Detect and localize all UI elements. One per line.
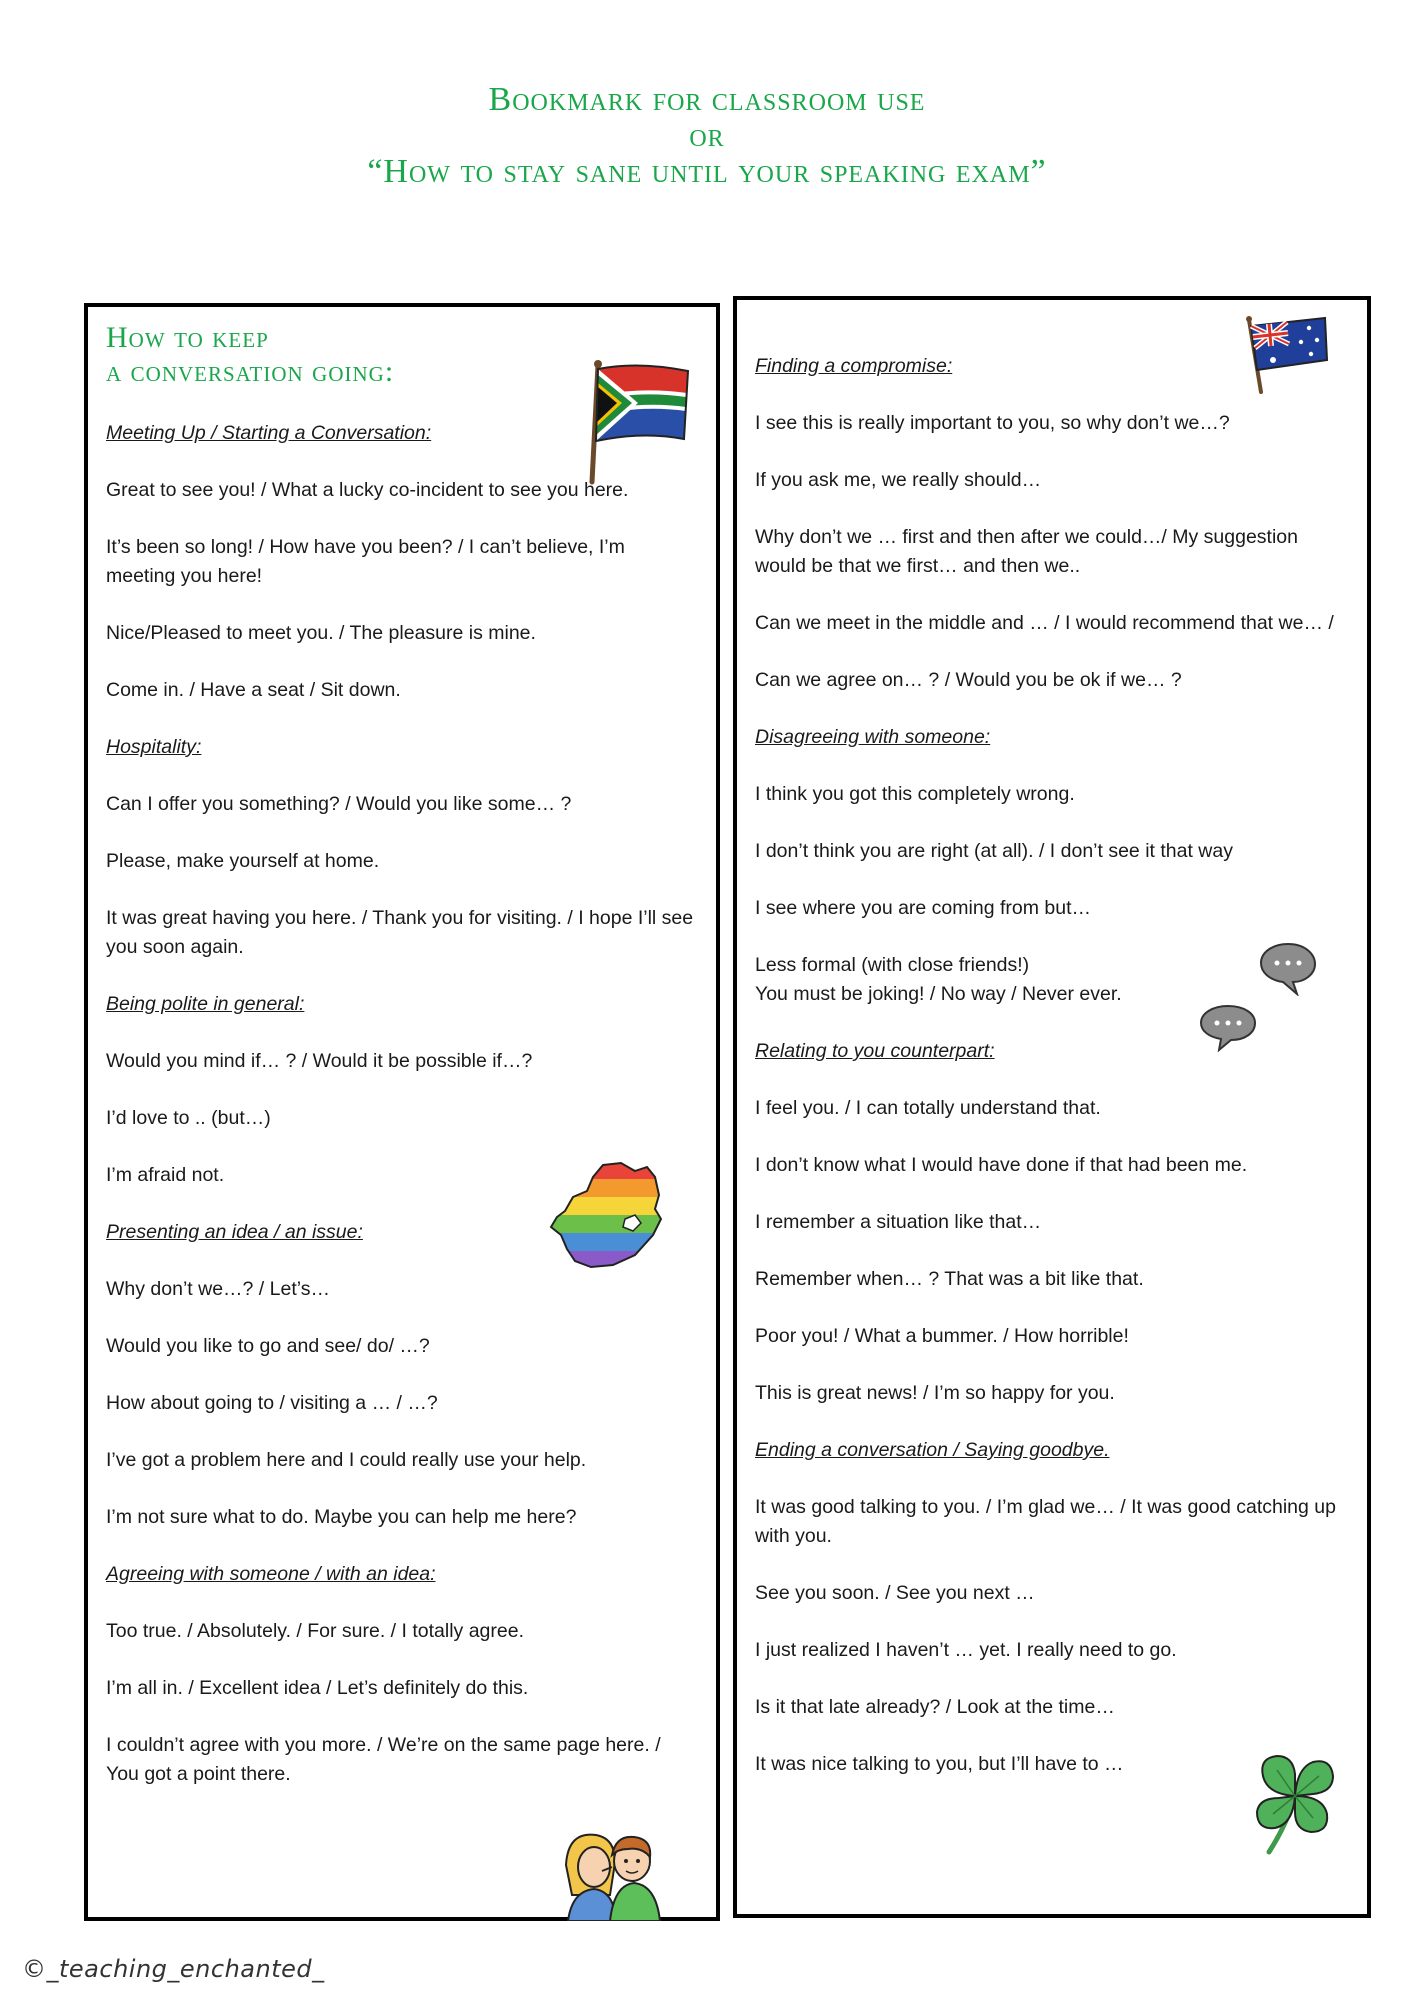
phrase-item: I just realized I haven’t … yet. I really need to go.	[755, 1639, 1177, 1661]
section-heading: Presenting an idea / an issue:	[106, 1221, 363, 1243]
speech-bubble-icon	[1197, 1002, 1259, 1052]
phrase-item: Why don’t we…? / Let’s…	[106, 1278, 330, 1300]
section-heading: Hospitality:	[106, 736, 202, 758]
phrase-item: Can we meet in the middle and … / I would recommend that we… /	[755, 612, 1334, 634]
speech-bubble-icon	[1257, 940, 1319, 996]
heading-line-1: How to keep	[106, 321, 269, 354]
phrase-item: It was nice talking to you, but I’ll have to …	[755, 1753, 1124, 1775]
section-heading: Finding a compromise:	[755, 355, 953, 377]
phrase-item: I don’t know what I would have done if that had been me.	[755, 1154, 1248, 1176]
phrase-item: I’ve got a problem here and I could really use your help.	[106, 1449, 587, 1471]
phrase-item: Why don’t we … first and then after we could…/ My suggestion would be that we first… and then we..	[755, 526, 1299, 577]
heading-line-2: a conversation going:	[106, 355, 395, 388]
phrase-item: I remember a situation like that…	[755, 1211, 1042, 1233]
phrase-item: I think you got this completely wrong.	[755, 783, 1075, 805]
phrase-item: It was good talking to you. / I’m glad we… / It was good catching up with you.	[755, 1496, 1336, 1547]
phrase-item: Please, make yourself at home.	[106, 850, 380, 872]
phrase-item: I see this is really important to you, so why don’t we…?	[755, 412, 1230, 434]
right-phrase-list	[755, 352, 1345, 1807]
phrase-item: Nice/Pleased to meet you. / The pleasure is mine.	[106, 622, 536, 644]
phrase-item: If you ask me, we really should…	[755, 469, 1042, 491]
phrase-item: I don’t think you are right (at all). / I don’t see it that way	[755, 840, 1233, 862]
left-bookmark-panel	[84, 303, 720, 1921]
title-line-1: Bookmark for classroom use	[488, 81, 926, 118]
phrase-item: I feel you. / I can totally understand that.	[755, 1097, 1101, 1119]
section-heading: Agreeing with someone / with an idea:	[106, 1563, 436, 1585]
phrase-item: Would you like to go and see/ do/ …?	[106, 1335, 430, 1357]
phrase-item: Less formal (with close friends!) You must be joking! / No way / Never ever.	[755, 954, 1122, 1005]
phrase-item: Too true. / Absolutely. / For sure. / I totally agree.	[106, 1620, 525, 1642]
title-line-3: “How to stay sane until your speaking exam”	[367, 153, 1047, 190]
section-heading: Ending a conversation / Saying goodbye.	[755, 1439, 1110, 1461]
south-africa-flag-icon	[588, 357, 698, 487]
phrase-item: See you soon. / See you next …	[755, 1582, 1035, 1604]
right-bookmark-panel	[733, 296, 1371, 1918]
phrase-item: I’m all in. / Excellent idea / Let’s definitely do this.	[106, 1677, 529, 1699]
section-heading: Meeting Up / Starting a Conversation:	[106, 422, 432, 444]
title-line-2: or	[689, 117, 725, 154]
section-heading: Relating to you counterpart:	[755, 1040, 995, 1062]
section-heading: Disagreeing with someone:	[755, 726, 991, 748]
phrase-item: I see where you are coming from but…	[755, 897, 1091, 919]
left-phrase-list	[106, 419, 694, 1817]
phrase-item: Great to see you! / What a lucky co-incident to see you here.	[106, 479, 629, 501]
phrase-item: It was great having you here. / Thank you for visiting. / I hope I’ll see you soon again.	[106, 907, 694, 958]
phrase-item: This is great news! / I’m so happy for you.	[755, 1382, 1115, 1404]
phrase-item: Come in. / Have a seat / Sit down.	[106, 679, 401, 701]
phrase-item: Remember when… ? That was a bit like that.	[755, 1268, 1144, 1290]
phrase-item: How about going to / visiting a … / …?	[106, 1392, 438, 1414]
phrase-item: I’m afraid not.	[106, 1164, 225, 1186]
phrase-item: Can we agree on… ? / Would you be ok if we… ?	[755, 669, 1182, 691]
page-title	[0, 82, 1414, 190]
phrase-item: Poor you! / What a bummer. / How horrible!	[755, 1325, 1129, 1347]
australia-flag-icon	[1243, 314, 1333, 394]
phrase-item: It’s been so long! / How have you been? / I can’t believe, I’m meeting you here!	[106, 536, 625, 587]
phrase-item: Is it that late already? / Look at the time…	[755, 1696, 1115, 1718]
phrase-item: I’m not sure what to do. Maybe you can help me here?	[106, 1506, 577, 1528]
rainbow-south-africa-map-icon	[543, 1157, 673, 1277]
phrase-item: I’d love to .. (but…)	[106, 1107, 271, 1129]
four-leaf-clover-icon	[1247, 1740, 1343, 1860]
bookmark-heading	[106, 321, 394, 389]
phrase-item: Can I offer you something? / Would you like some… ?	[106, 793, 572, 815]
copyright-watermark: ©_teaching_enchanted_	[22, 1955, 325, 1983]
phrase-item: Would you mind if… ? / Would it be possible if…?	[106, 1050, 533, 1072]
phrase-item: I couldn’t agree with you more. / We’re on the same page here. / You got a point there.	[106, 1734, 661, 1785]
section-heading: Being polite in general:	[106, 993, 305, 1015]
friends-whispering-icon	[558, 1825, 668, 1921]
